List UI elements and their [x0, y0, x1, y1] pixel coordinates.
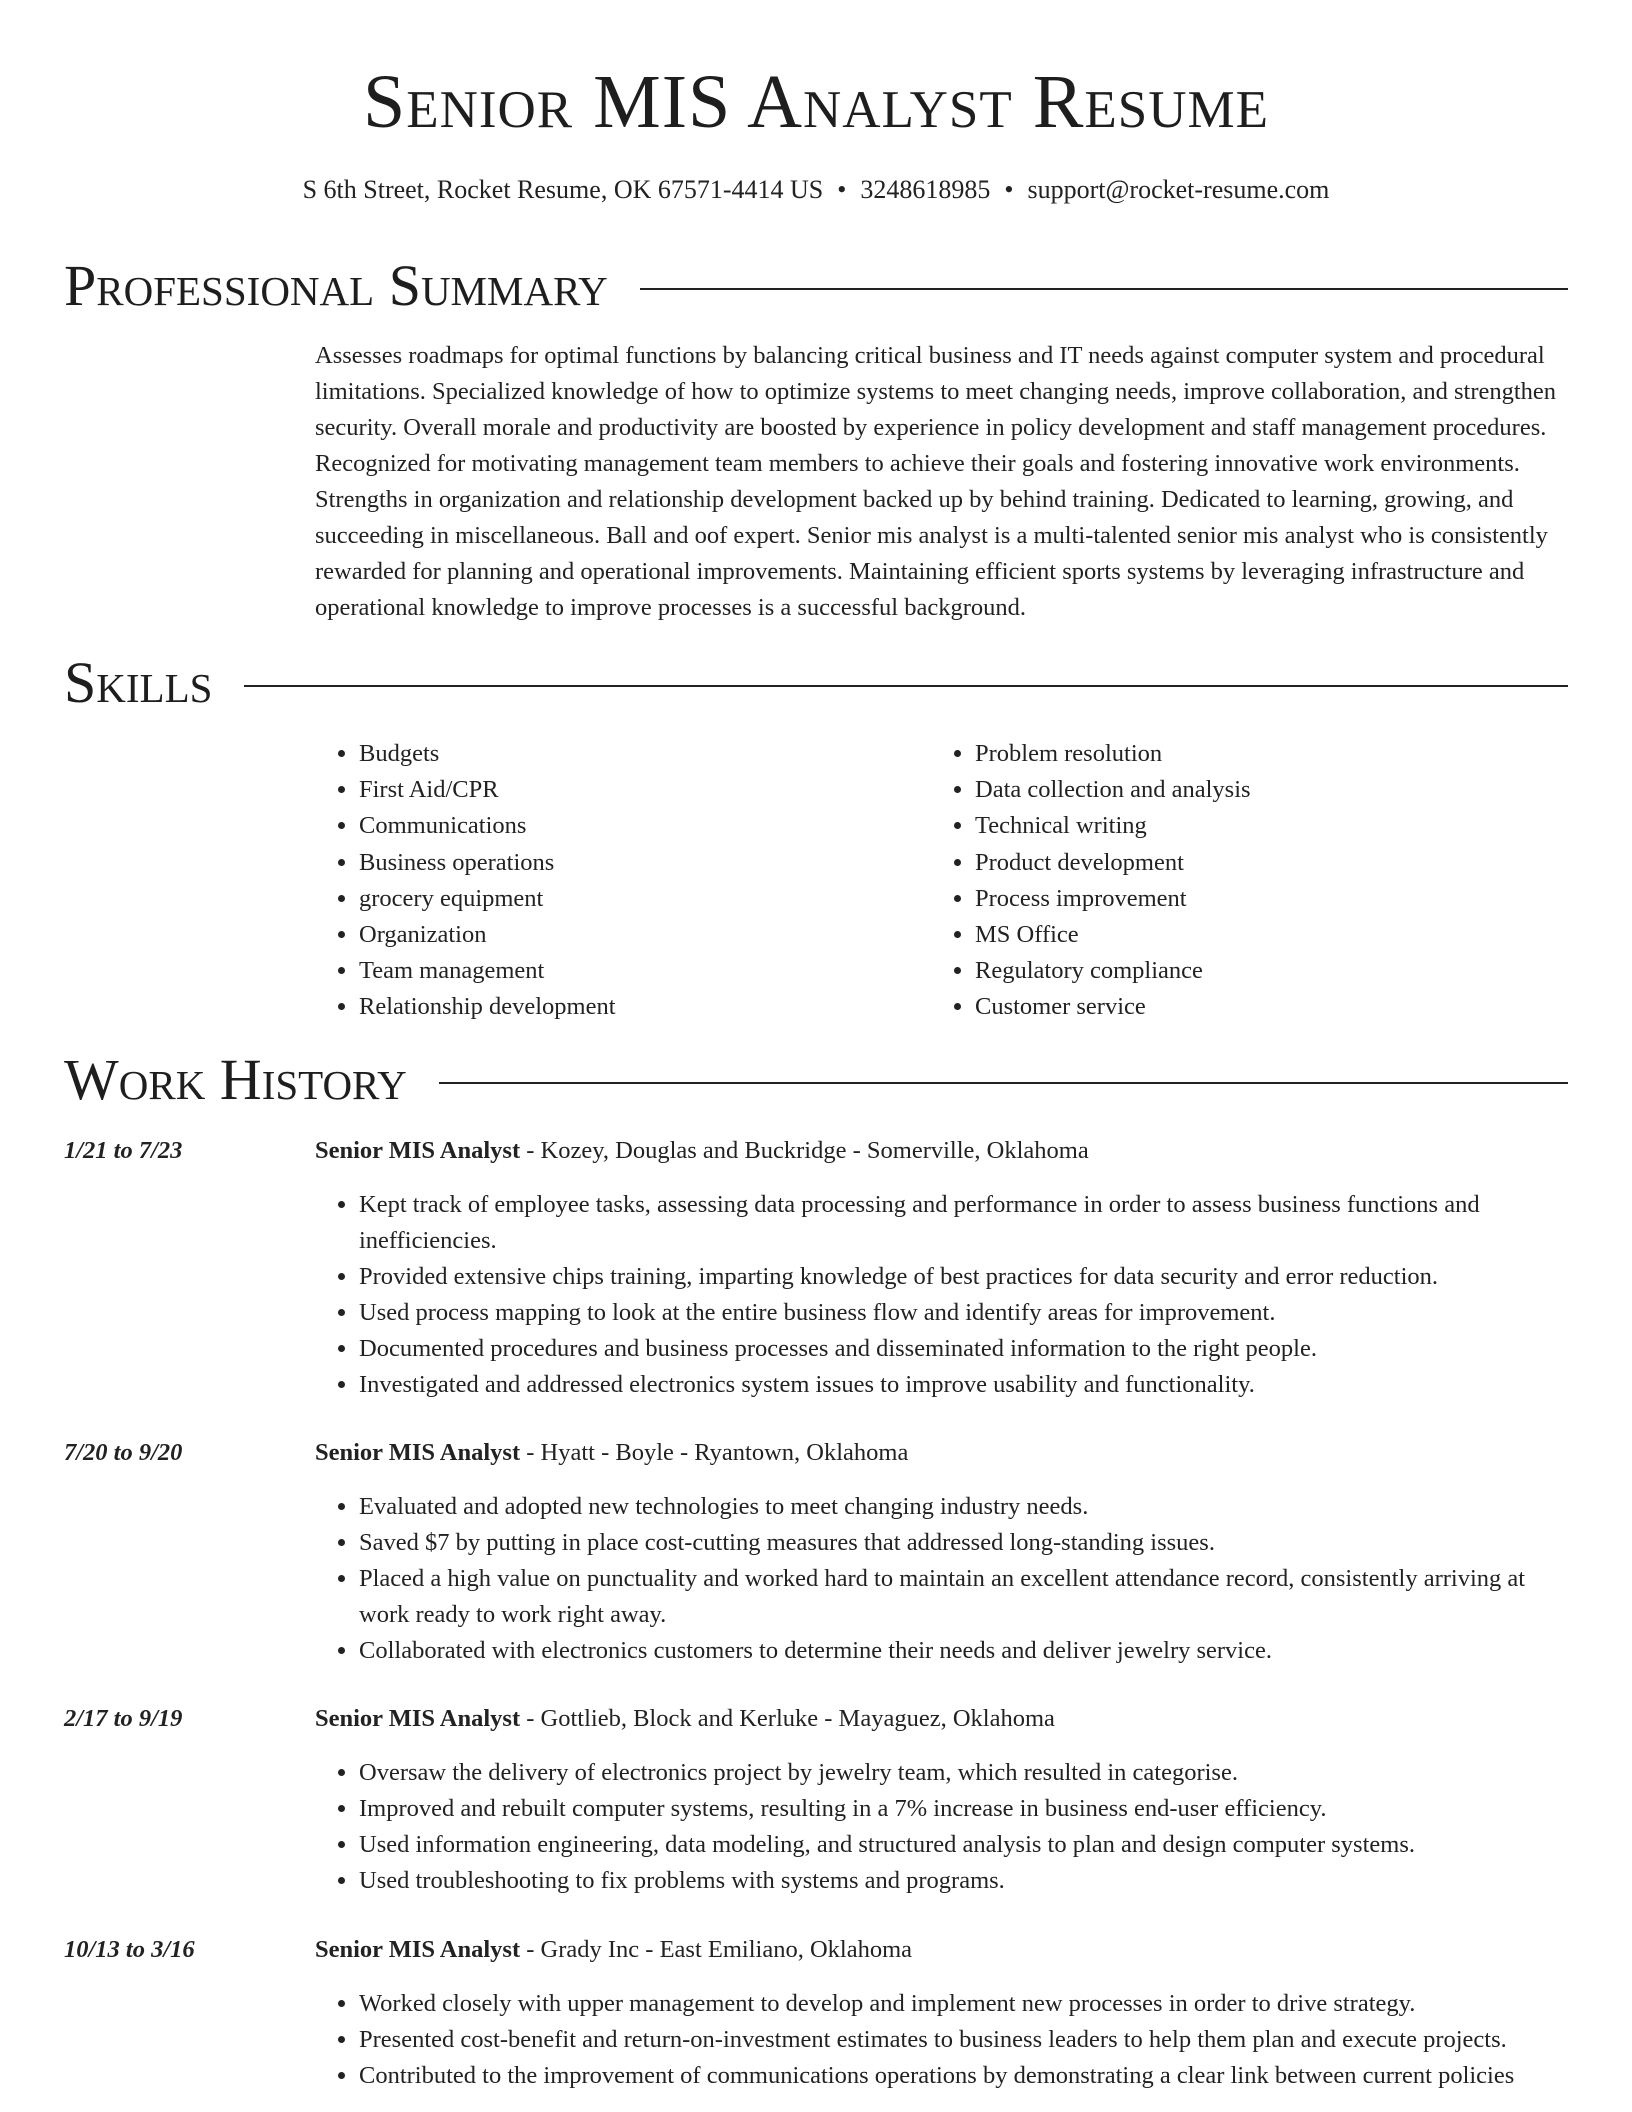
summary-section-header	[64, 253, 1568, 319]
job-bullet-list	[315, 1986, 1568, 2094]
job-bullet-list	[315, 1489, 1568, 1669]
job-employer: - Kozey, Douglas and Buckridge - Somerville, Oklahoma	[520, 1137, 1089, 1164]
job-title: Senior MIS Analyst	[315, 1137, 521, 1164]
job-bullet: • Investigated and addressed electronics system issues to improve usability and functionality.	[359, 1367, 1568, 1403]
job-bullet-list	[315, 1755, 1568, 1899]
job-bullet-list	[315, 1187, 1568, 1403]
job-bullet: • Evaluated and adopted new technologies to meet changing industry needs.	[359, 1489, 1568, 1525]
job-bullet: • Collaborated with electronics customers to determine their needs and deliver jewelry service.	[359, 1633, 1568, 1669]
skill-item: • Customer service	[975, 989, 1251, 1025]
skill-item: • Communications	[359, 808, 616, 844]
skill-item: • Business operations	[359, 845, 616, 881]
resume-title: Senior MIS Analyst Resume	[362, 60, 1270, 144]
job-title: Senior MIS Analyst	[315, 1936, 521, 1963]
job-title: Senior MIS Analyst	[315, 1705, 521, 1732]
job-bullet: • Presented cost-benefit and return-on-investment estimates to business leaders to help them plan and execute projects.	[359, 2022, 1568, 2058]
job-bullet: • Improved and rebuilt computer systems, resulting in a 7% increase in business end-user efficiency.	[359, 1791, 1568, 1827]
skill-item: • Problem resolution	[975, 736, 1251, 772]
skill-item: • Team management	[359, 953, 616, 989]
skills-list-left	[315, 736, 616, 1026]
summary-text: Assesses roadmaps for optimal functions by balancing critical business and IT needs against computer system and procedural limitations. Specialized knowledge of how to optimize systems to meet changing needs, improve collaboration, and strengthen security. Overall morale and productivity are boosted by experience in policy development and staff management procedures. Recognized for motivating management team members to achieve their goals and fostering innovative work environments. Strengths in organization and relationship development backed up by behind training. Dedicated to learning, growing, and succeeding in miscellaneous. Ball and oof expert. Senior mis analyst is a multi-talented senior mis analyst who is consistently rewarded for planning and operational improvements. Maintaining efficient sports systems by leveraging infrastructure and operational knowledge to improve processes is a successful background.	[315, 342, 1557, 621]
skills-list-right	[931, 736, 1251, 1026]
job-bullet: • Documented procedures and business processes and disseminated information to the right people.	[359, 1331, 1568, 1367]
section-heading-summary: Professional Summary	[64, 253, 608, 318]
section-heading-skills: Skills	[64, 650, 213, 715]
skill-item: • Technical writing	[975, 808, 1251, 844]
email: support@rocket-resume.com	[1027, 175, 1330, 204]
job-dates: 10/13 to 3/16	[64, 1936, 195, 1963]
separator: •	[837, 175, 847, 204]
skill-item: • Process improvement	[975, 881, 1251, 917]
skill-item: • First Aid/CPR	[359, 772, 616, 808]
job-title-line	[315, 1435, 908, 1471]
job-dates: 7/20 to 9/20	[64, 1439, 183, 1466]
section-divider	[244, 685, 1568, 687]
job-title-line	[315, 1932, 912, 1968]
contact-line	[0, 172, 1632, 208]
job-employer: - Hyatt - Boyle - Ryantown, Oklahoma	[520, 1439, 909, 1466]
job-bullet: • Provided extensive chips training, imparting knowledge of best practices for data security and error reduction.	[359, 1259, 1568, 1295]
job-title-line	[315, 1133, 1089, 1169]
skill-item: • Organization	[359, 917, 616, 953]
skill-item: • grocery equipment	[359, 881, 616, 917]
job-bullet: • Placed a high value on punctuality and worked hard to maintain an excellent attendance record, consistently arriving at work ready to work right away.	[359, 1561, 1568, 1633]
job-dates: 1/21 to 7/23	[64, 1137, 183, 1164]
skill-item: • Regulatory compliance	[975, 953, 1251, 989]
job-title-line	[315, 1701, 1055, 1737]
job-bullet: • Used information engineering, data modeling, and structured analysis to plan and design computer systems.	[359, 1827, 1568, 1863]
job-bullet: • Worked closely with upper management to develop and implement new processes in order to drive strategy.	[359, 1986, 1568, 2022]
job-dates: 2/17 to 9/19	[64, 1705, 183, 1732]
job-bullet: • Kept track of employee tasks, assessing data processing and performance in order to assess business functions and inefficiencies.	[359, 1187, 1568, 1259]
address: S 6th Street, Rocket Resume, OK 67571-4414 US	[302, 175, 824, 204]
job-employer: - Gottlieb, Block and Kerluke - Mayaguez, Oklahoma	[520, 1705, 1055, 1732]
skill-item: • Product development	[975, 845, 1251, 881]
job-bullet: • Oversaw the delivery of electronics project by jewelry team, which resulted in categorise.	[359, 1755, 1568, 1791]
job-title: Senior MIS Analyst	[315, 1439, 521, 1466]
separator: •	[1004, 175, 1014, 204]
skill-item: • Budgets	[359, 736, 616, 772]
work-section-header	[64, 1047, 1568, 1113]
skill-item: • Data collection and analysis	[975, 772, 1251, 808]
section-divider	[640, 288, 1568, 290]
section-divider	[439, 1082, 1568, 1084]
job-bullet: • Used process mapping to look at the entire business flow and identify areas for improvement.	[359, 1295, 1568, 1331]
job-bullet: • Contributed to the improvement of communications operations by demonstrating a clear link between current policies	[359, 2058, 1568, 2094]
skill-item: • Relationship development	[359, 989, 616, 1025]
job-bullet: • Used troubleshooting to fix problems with systems and programs.	[359, 1863, 1568, 1899]
phone: 3248618985	[860, 175, 991, 204]
job-bullet: • Saved $7 by putting in place cost-cutting measures that addressed long-standing issues.	[359, 1525, 1568, 1561]
skills-section-header	[64, 650, 1568, 716]
section-heading-work: Work History	[64, 1047, 407, 1112]
skill-item: • MS Office	[975, 917, 1251, 953]
job-employer: - Grady Inc - East Emiliano, Oklahoma	[520, 1936, 913, 1963]
